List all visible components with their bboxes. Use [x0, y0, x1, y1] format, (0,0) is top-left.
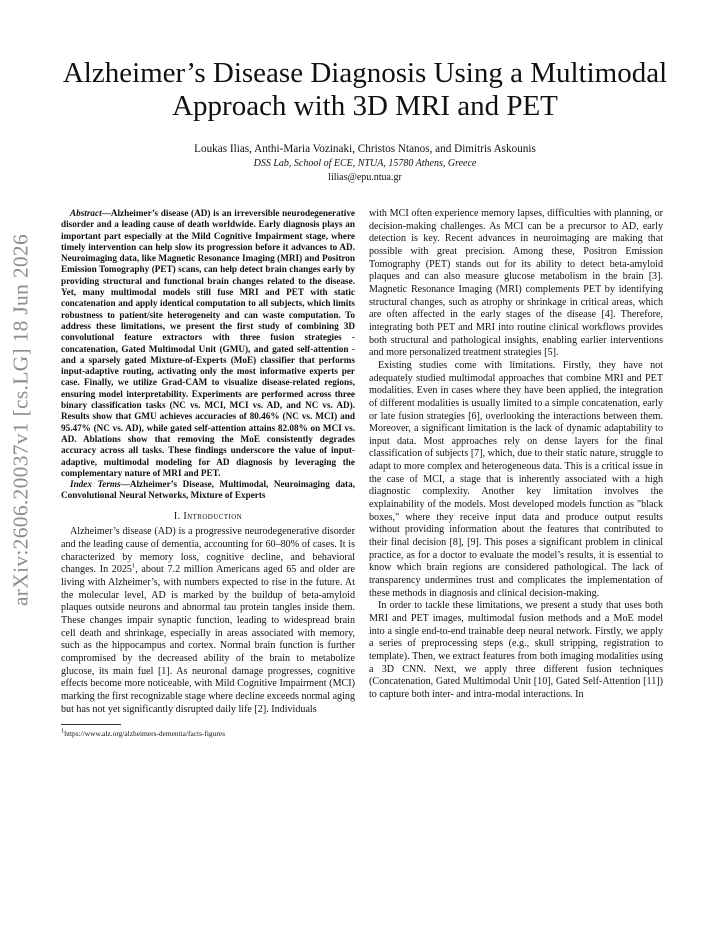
author-email: lilias@epu.ntua.gr: [328, 172, 402, 183]
left-column: [61, 208, 355, 738]
intro-paragraph-1: [61, 526, 355, 716]
author-list: Loukas Ilias, Anthi-Maria Vozinaki, Christos Ntanos, and Dimitris Askounis: [194, 143, 536, 155]
index-terms-label: Index Terms: [70, 479, 121, 490]
arxiv-stamp: [4, 170, 38, 670]
arxiv-identifier: arXiv:2606.20037v1 [cs.LG] 18 Jun 2026: [8, 233, 33, 607]
right-column: [369, 208, 663, 702]
intro-paragraph-1-part-a: Alzheimer’s disease (AD) is a progressive neurodegenerative disorder and the leading cause of dementia, accounting for 60–80% of cases. It is characterized by memory loss, cognitive decline, and behavioral changes. In 2025: [61, 526, 355, 576]
intro-paragraph-2: Existing studies come with limitations. Firstly, they have not adequately studied multimodal approaches that combine MRI and PET modalities. Even in cases where they have been applied, the integration of different modalities is usually limited to a simple concatenation, early or late fusion strategies [6], overlooking the interactions between them. Moreover, a significant limitation is the lack of dynamic adaptability to input data. Most approaches rely on dense layers for the final classification of subjects [7], which, due to their static nature, struggle to adapt to more complex and heterogeneous data. This is a critical issue in the case of MCI, a stage that is inherently associated with a high diagnostic complexity. Another key limitation involves the explainability of the models. Most developed models function as "black boxes," where they receive input data and produce output results without providing information about the features that contributed to their final decision [8], [9]. This poses a significant problem in clinical practice, as for a doctor to evaluate the model’s results, it is essential to know which brain regions are considered pathological. The lack of transparency undermines trust and complicates the implementation of these methods in diagnosis and clinical decision-making.: [369, 359, 663, 599]
abstract-label: Abstract: [70, 208, 102, 218]
index-terms: Index Terms—Alzheimer’s Disease, Multimodal, Neuroimaging data, Convolutional Neural Networks, Mixture of Experts: [61, 479, 356, 501]
index-terms-text: Alzheimer’s Disease, Multimodal, Neuroimaging data, Convolutional Neural Networks, Mixture of Experts: [61, 479, 356, 501]
footnote-divider: [61, 724, 121, 725]
intro-paragraph-1-part-b: , about 7.2 million Americans aged 65 and older are living with Alzheimer’s, with numbers expected to rise in the future. At the molecular level, AD is marked by the buildup of beta-amyloid plaques outside neurons and abnormal tau protein tangles inside them. These changes impair synaptic function, leading to widespread brain cell death and shrinkage, especially in areas associated with memory, such as the hippocampus and cortex. Normal brain function is further compromised by the decreased ability of the brain to metabolize glucose, its main fuel [1]. As neuronal damage progresses, cognitive effects become more noticeable, with Mild Cognitive Impairment (MCI) marking the first recognizable stage where decline exceeds normal aging but has not yet significantly disrupted daily life [2]. Individuals: [61, 564, 355, 715]
section-heading-introduction: I. Introduction: [173, 510, 243, 522]
footnote-marker: 1: [131, 562, 136, 570]
footnote-url[interactable]: https://www.alz.org/alzheimers-dementia/facts-figures: [64, 729, 225, 739]
footnote: [61, 729, 355, 738]
intro-paragraph-3: In order to tackle these limitations, we present a study that uses both MRI and PET images, multimodal fusion methods and a MoE model into a single end-to-end trainable deep neural network. Firstly, we apply a series of preprocessing steps (e.g., skull stripping, registration to template). Then, we extract features from both imaging modalities using a 3D CNN. Next, we apply three different fusion techniques (Concatenation, Gated Multimodal Unit [10], Gated Self-Attention [11]) to capture both inter- and intra-modal interactions. In: [369, 600, 663, 700]
paper-title: Alzheimer’s Disease Diagnosis Using a Multimodal Approach with 3D MRI and PET: [62, 57, 668, 122]
abstract: Abstract—Alzheimer’s disease (AD) is an irreversible neurodegenerative disorder and a leading cause of death worldwide. Early diagnosis plays an important part especially at the Mild Cognitive Impairment stage, where timely intervention can help slow its progression before it advances to AD. Neuroimaging data, like Magnetic Resonance Imaging (MRI) and Positron Emission Tomography (PET) scans, can help detect brain changes early by providing structural and functional brain changes related to the disease. Yet, many multimodal models still fuse MRI and PET with static concatenation and apply identical computation to all subjects, which limits robustness to patient/site heterogeneity and can waste computation. To address these limitations, we present the first study of combining 3D convolutional feature extractors with three fusion strategies - concatenation, Gated Multimodal Unit (GMU), and gated self-attention - and a sparsely gated Mixture-of-Experts (MoE) classifier that performs input-adaptive routing, activating only the most informative experts per case. Finally, we utilize Grad-CAM to visualize disease-related regions, ensuring model interpretability. Experiments are performed across three binary classification tasks (NC vs. MCI, MCI vs. AD, and NC vs. AD). Results show that GMU achieves accuracies of 80.46% (NC vs. MCI) and 95.47% (NC vs. AD), while gated self-attention attains 82.08% on MCI vs. AD. Ablations show that removing the MoE consistently degrades accuracy across all tasks. These findings underscore the value of input-adaptive, multimodal modeling for AD diagnosis by leveraging the complementary nature of MRI and PET.: [61, 208, 355, 478]
abstract-text: Alzheimer’s disease (AD) is an irreversible neurodegenerative disorder and a leading cause of death worldwide. Early diagnosis plays an important part especially at the Mild Cognitive Impairment stage, where timely intervention can help slow its progression before it advances to AD. Neuroimaging data, like Magnetic Resonance Imaging (MRI) and Positron Emission Tomography (PET) scans, can help detect brain changes early by providing structural and functional brain changes related to the disease. Yet, many multimodal models still fuse MRI and PET with static concatenation and apply identical computation to all subjects, which limits robustness to patient/site heterogeneity and can waste computation. To address these limitations, we present the first study of combining 3D convolutional feature extractors with three fusion strategies - concatenation, Gated Multimodal Unit (GMU), and gated self-attention - and a sparsely gated Mixture-of-Experts (MoE) classifier that performs input-adaptive routing, activating only the most informative experts per case. Finally, we utilize Grad-CAM to visualize disease-related regions, ensuring model interpretability. Experiments are performed across three binary classification tasks (NC vs. MCI, MCI vs. AD, and NC vs. AD). Results show that GMU achieves accuracies of 80.46% (NC vs. MCI) and 95.47% (NC vs. AD), while gated self-attention attains 82.08% on MCI vs. AD. Ablations show that removing the MoE consistently degrades accuracy across all tasks. These findings underscore the value of input-adaptive, multimodal modeling for AD diagnosis by leveraging the complementary nature of MRI and PET.: [61, 208, 355, 478]
intro-paragraph-1-continued: with MCI often experience memory lapses, difficulties with planning, or decision-making challenges. As MCI can be a precursor to AD, early detection is key. Recent advances in neuroimaging are making that possible with great precision. Among these, Positron Emission Tomography (PET) stands out for its ability to detect beta-amyloid plaques and can also measure glucose metabolism in the brain [3]. Magnetic Resonance Imaging (MRI) complements PET by identifying structural changes, such as atrophy or shrinkage in critical areas, which are often affected in the early stages of the disease [4]. Therefore, integrating both PET and MRI into routine clinical workflows provides both structural and pathological insights, enabling earlier interventions and more personalized treatment strategies [5].: [369, 208, 663, 359]
author-affiliation: DSS Lab, School of ECE, NTUA, 15780 Athens, Greece: [253, 158, 477, 169]
footnote-number: 1: [61, 727, 65, 735]
